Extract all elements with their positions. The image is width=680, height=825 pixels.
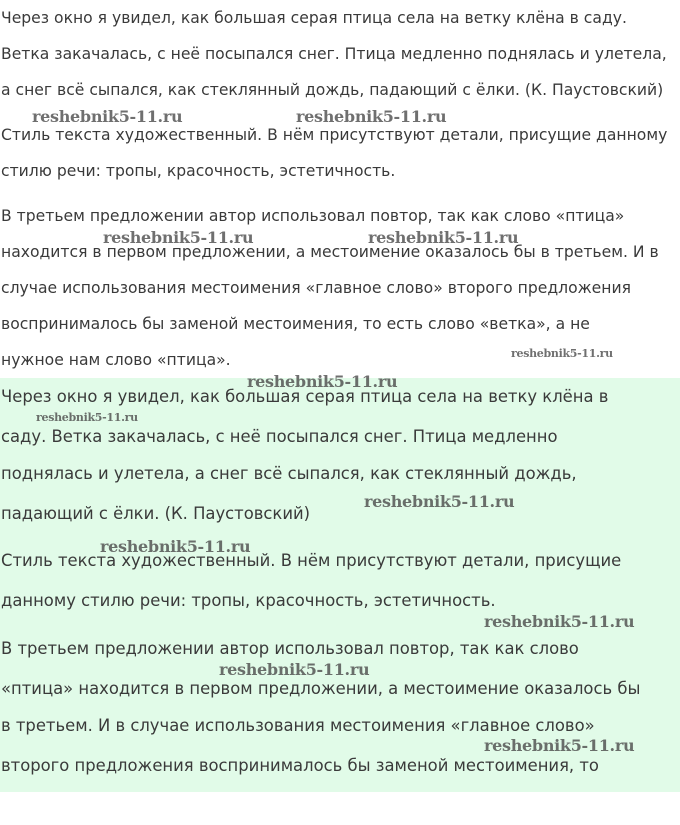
watermark: reshebnik5-11.ru — [247, 372, 398, 391]
watermark: reshebnik5-11.ru — [36, 411, 138, 424]
highlighted-text-block — [0, 378, 680, 792]
text-line: стилю речи: тропы, красочность, эстетичность. — [1, 162, 396, 180]
text-line: находится в первом предложении, а местоимение оказалось бы в третьем. И в — [1, 243, 659, 261]
text-line: «птица» находится в первом предложении, а местоимение оказалось бы — [1, 679, 641, 698]
text-line: Стиль текста художественный. В нём присутствуют детали, присущие — [1, 551, 622, 570]
watermark: reshebnik5-11.ru — [103, 228, 254, 247]
text-line: В третьем предложении автор использовал повтор, так как слово — [1, 639, 579, 658]
text-line: случае использования местоимения «главное слово» второго предложения — [1, 279, 631, 297]
watermark: reshebnik5-11.ru — [368, 228, 519, 247]
text-line: второго предложения воспринималось бы заменой местоимения, то — [1, 756, 599, 775]
text-line: данному стилю речи: тропы, красочность, эстетичность. — [1, 591, 496, 610]
watermark: reshebnik5-11.ru — [364, 492, 515, 511]
watermark: reshebnik5-11.ru — [511, 347, 613, 360]
text-line: Через окно я увидел, как большая серая птица села на ветку клёна в саду. — [1, 9, 627, 27]
watermark: reshebnik5-11.ru — [32, 107, 183, 126]
text-line: падающий с ёлки. (К. Паустовский) — [1, 504, 311, 523]
text-line: а снег всё сыпался, как стеклянный дождь, падающий с ёлки. (К. Паустовский) — [1, 81, 664, 99]
text-line: Через окно я увидел, как большая серая птица села на ветку клёна в — [1, 387, 609, 406]
watermark: reshebnik5-11.ru — [100, 537, 251, 556]
text-line: Стиль текста художественный. В нём присутствуют детали, присущие данному — [1, 126, 668, 144]
original-text-block — [0, 0, 680, 378]
text-line: нужное нам слово «птица». — [1, 351, 231, 369]
text-line: саду. Ветка закачалась, с неё посыпался снег. Птица медленно — [1, 427, 558, 446]
watermark: reshebnik5-11.ru — [219, 660, 370, 679]
watermark: reshebnik5-11.ru — [296, 107, 447, 126]
watermark: reshebnik5-11.ru — [484, 736, 635, 755]
text-line: поднялась и улетела, а снег всё сыпался, как стеклянный дождь, — [1, 464, 577, 483]
text-line: В третьем предложении автор использовал повтор, так как слово «птица» — [1, 207, 625, 225]
text-line: Ветка закачалась, с неё посыпался снег. Птица медленно поднялась и улетела, — [1, 45, 667, 63]
text-line: в третьем. И в случае использования местоимения «главное слово» — [1, 716, 595, 735]
watermark: reshebnik5-11.ru — [484, 612, 635, 631]
text-line: воспринималось бы заменой местоимения, то есть слово «ветка», а не — [1, 315, 590, 333]
